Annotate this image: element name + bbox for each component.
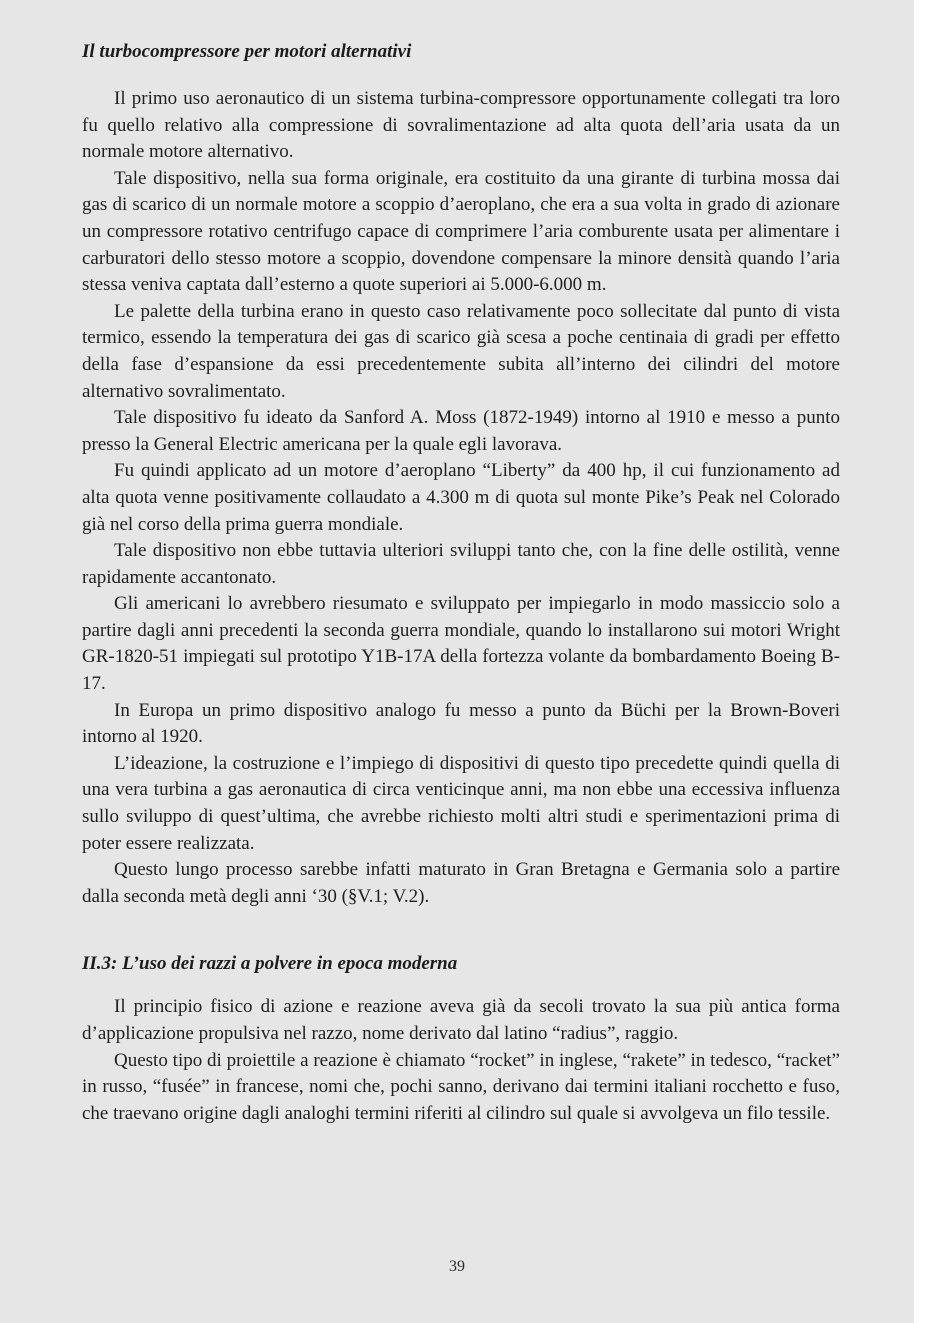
page-edge bbox=[914, 0, 934, 1323]
section-heading: Il turbocompressore per motori alternativi bbox=[82, 41, 412, 62]
paragraph-3: Le palette della turbina erano in questo caso relativamente poco sollecitate dal punto di vista termico, essendo la temperatura dei gas di scarico già scesa a poche centinaia di gradi per effetto della fase d’espansione da essi precedentemente subita all’interno dei cilindri del motore alternativo sovralimentato. bbox=[82, 300, 840, 402]
paragraph-4: Tale dispositivo fu ideato da Sanford A. Moss (1872-1949) intorno al 1910 e messo a punto presso la General Electric americana per la quale egli lavorava. bbox=[82, 407, 840, 455]
page-content bbox=[82, 40, 840, 1127]
paragraph-7: Gli americani lo avrebbero riesumato e sviluppato per impiegarlo in modo massiccio solo a partire dagli anni precedenti la seconda guerra mondiale, quando lo installarono sui motori Wright GR-1820-51 impiegati sul prototipo Y1B-17A della fortezza volante da bombardamento Boeing B-17. bbox=[82, 593, 840, 695]
paragraph-10: Questo lungo processo sarebbe infatti maturato in Gran Bretagna e Germania solo a partire dalla seconda metà degli anni ‘30 (§V.1; V.2). bbox=[82, 859, 840, 907]
paragraph-5: Fu quindi applicato ad un motore d’aeroplano “Liberty” da 400 hp, il cui funzionamento ad alta quota venne positivamente collaudato a 4.300 m di quota sul monte Pike’s Peak nel Colorado già nel corso della prima guerra mondiale. bbox=[82, 460, 840, 535]
paragraph-9: L’ideazione, la costruzione e l’impiego di dispositivi di questo tipo precedette quindi quella di una vera turbina a gas aeronautica di circa venticinque anni, ma non ebbe una eccessiva influenza sullo sviluppo di quest’ultima, che avrebbe richiesto molti altri studi e sperimentazioni prima di poter essere realizzata. bbox=[82, 752, 840, 854]
paragraph-12: Questo tipo di proiettile a reazione è chiamato “rocket” in inglese, “rakete” in tedesco, “racket” in russo, “fusée” in francese, nomi che, pochi sanno, derivano dai termini italiani rocchetto e fuso, che traevano origine dagli analoghi termini riferiti al cilindro sul quale si avvolgeva un filo tessile. bbox=[82, 1049, 840, 1124]
paragraph-11: Il principio fisico di azione e reazione aveva già da secoli trovato la sua più antica forma d’applicazione propulsiva nel razzo, nome derivato dal latino “radius”, raggio. bbox=[82, 996, 840, 1044]
paragraph-6: Tale dispositivo non ebbe tuttavia ulteriori sviluppi tanto che, con la fine delle ostilità, venne rapidamente accantonato. bbox=[82, 540, 840, 588]
subsection-heading: II.3: L’uso dei razzi a polvere in epoca moderna bbox=[82, 953, 458, 975]
page-number: 39 bbox=[449, 1258, 465, 1275]
paragraph-1: Il primo uso aeronautico di un sistema turbina-compressore opportunamente collegati tra loro fu quello relativo alla compressione di sovralimentazione ad alta quota dell’aria usata da un normale motore alternativo. bbox=[82, 88, 840, 163]
paragraph-8: In Europa un primo dispositivo analogo fu messo a punto da Büchi per la Brown-Boveri intorno al 1920. bbox=[82, 699, 840, 748]
paragraph-2: Tale dispositivo, nella sua forma originale, era costituito da una girante di turbina mossa dai gas di scarico di un normale motore a scoppio d’aeroplano, che era a sua volta in grado di azionare un compressore rotativo centrifugo capace di comprimere l’aria comburente usata per alimentare i carburatori dello stesso motore a scoppio, dovendone compensare la minore densità quando l’aria stessa veniva captata dall’esterno a quote superiori ai 5.000-6.000 m. bbox=[82, 167, 840, 296]
